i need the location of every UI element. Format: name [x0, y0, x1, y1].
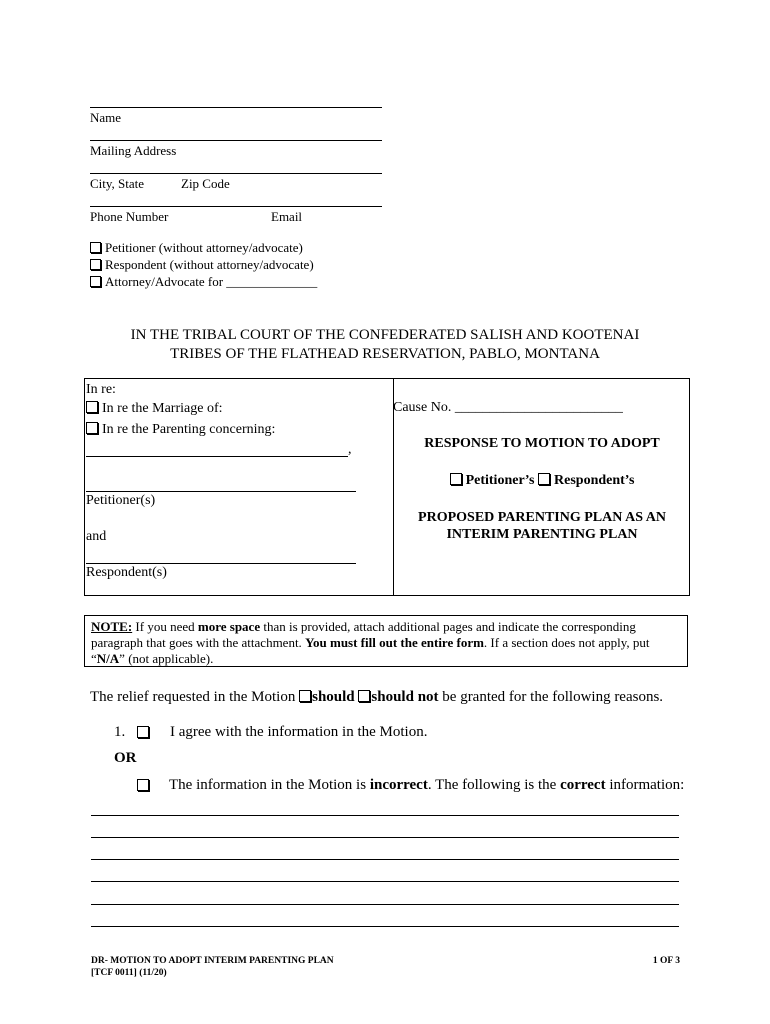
party-option-label: Respondent (without attorney/advocate) [105, 257, 314, 272]
checkbox-icon[interactable] [358, 690, 370, 702]
city-state-label: City, State [90, 176, 145, 191]
party-option-label: Attorney/Advocate for ______________ [105, 274, 318, 289]
answer-line[interactable] [91, 837, 679, 838]
party-option-label: Petitioner (without attorney/advocate) [105, 240, 303, 255]
petitioners-option-label: Petitioner’s [465, 473, 535, 488]
city-state-zip-line[interactable] [90, 173, 382, 174]
parenting-option-label: In re the Parenting concerning: [102, 422, 276, 437]
checkbox-icon[interactable] [90, 276, 101, 287]
phone-email-line[interactable] [90, 206, 382, 207]
checkbox-icon[interactable] [90, 259, 101, 270]
checkbox-icon[interactable] [450, 473, 462, 485]
or-label: OR [114, 750, 137, 766]
mailing-address-label: Mailing Address [90, 143, 177, 158]
petitioner-label: Petitioner(s) [86, 493, 156, 508]
and-label: and [86, 529, 107, 544]
petitioners-option[interactable] [450, 473, 535, 488]
plan-title [393, 509, 691, 543]
parenting-option[interactable] [86, 421, 275, 438]
party-option-attorney[interactable] [90, 274, 317, 290]
item-number: 1. [114, 724, 126, 740]
court-heading-line2: TRIBES OF THE FLATHEAD RESERVATION, PABLO, MONTANA [170, 346, 600, 362]
court-heading-line1: IN THE TRIBAL COURT OF THE CONFEDERATED SALISH AND KOOTENAI [130, 327, 640, 343]
checkbox-icon[interactable] [86, 422, 98, 434]
checkbox-icon[interactable] [299, 690, 311, 702]
agree-text: I agree with the information in the Motion. [170, 724, 428, 740]
footer-page-number: 1 OF 3 [652, 956, 680, 966]
phone-number-label: Phone Number [90, 209, 169, 224]
answer-line[interactable] [91, 815, 679, 816]
incorrect-statement [169, 776, 684, 794]
footer-form-title: DR- MOTION TO ADOPT INTERIM PARENTING PLAN [91, 956, 334, 966]
should-not-option[interactable] [358, 689, 438, 705]
relief-statement [90, 688, 663, 706]
name-label: Name [90, 110, 122, 125]
checkbox-icon[interactable] [90, 242, 101, 253]
note-text: ” (not applicable). [119, 651, 214, 666]
cause-number-field[interactable]: Cause No. ________________________ [393, 400, 623, 415]
party-name-comma: , [348, 442, 352, 457]
plan-title-line1: PROPOSED PARENTING PLAN AS AN [418, 510, 666, 525]
zip-code-label: Zip Code [181, 176, 230, 191]
incorrect-checkbox[interactable] [137, 779, 149, 791]
incorrect-prefix: The information in the Motion is [169, 777, 370, 793]
note-text: than is provided, attach additional pages and indicate the corresponding paragraph that goes with the attachment. [91, 619, 636, 650]
incorrect-mid: . The following is the [427, 777, 561, 793]
note-emphasis: more space [197, 619, 261, 634]
respondents-option-label: Respondent’s [554, 473, 635, 488]
plan-title-line2: INTERIM PARENTING PLAN [446, 527, 638, 542]
respondent-label: Respondent(s) [86, 565, 167, 580]
relief-suffix: be granted for the following reasons. [438, 689, 664, 705]
checkbox-icon[interactable] [538, 473, 550, 485]
party-option-respondent[interactable] [90, 257, 314, 273]
answer-line[interactable] [91, 926, 679, 927]
answer-line[interactable] [91, 881, 679, 882]
answer-line[interactable] [91, 904, 679, 905]
answer-line[interactable] [91, 859, 679, 860]
footer-form-code: [TCF 0011] (11/20) [91, 968, 167, 978]
note-box [84, 615, 688, 667]
marriage-option-label: In re the Marriage of: [102, 401, 223, 416]
correct-emphasis: correct [560, 777, 606, 793]
in-re-label: In re: [86, 382, 116, 397]
document-title: RESPONSE TO MOTION TO ADOPT [424, 436, 660, 451]
should-label: should [312, 689, 355, 705]
note-text: . If a section does not apply, put “ [91, 635, 650, 666]
should-not-label: should not [371, 689, 439, 705]
marriage-option[interactable] [86, 400, 223, 417]
checkbox-icon[interactable] [86, 401, 98, 413]
incorrect-emphasis: incorrect [369, 777, 428, 793]
note-emphasis: N/A [96, 651, 120, 666]
party-option-petitioner[interactable] [90, 240, 303, 256]
relief-prefix: The relief requested in the Motion [90, 689, 300, 705]
name-line[interactable] [90, 107, 382, 108]
note-label: NOTE: [91, 619, 133, 634]
note-text: If you need [132, 619, 198, 634]
note-emphasis: You must fill out the entire form [305, 635, 484, 650]
mailing-address-line[interactable] [90, 140, 382, 141]
party-name-line-1[interactable] [86, 456, 348, 457]
incorrect-suffix: information: [605, 777, 685, 793]
agree-checkbox[interactable] [137, 726, 149, 738]
email-label: Email [271, 209, 303, 224]
respondents-option[interactable] [538, 473, 634, 488]
court-heading [0, 326, 770, 363]
should-option[interactable] [299, 689, 355, 705]
filer-options [393, 472, 691, 489]
